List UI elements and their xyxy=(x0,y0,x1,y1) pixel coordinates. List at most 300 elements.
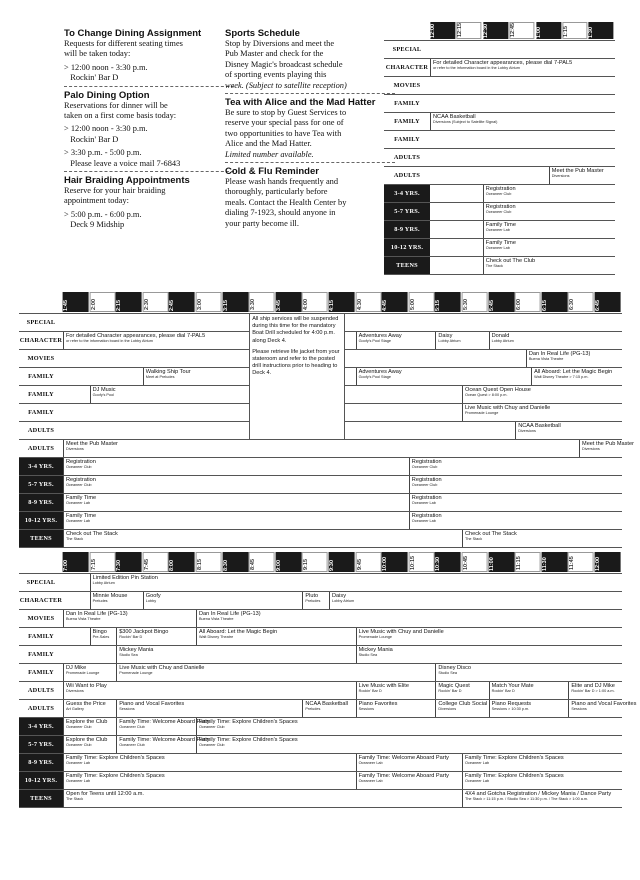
schedule-grid-afternoon-2 xyxy=(19,292,634,548)
event-location: Diversions xyxy=(518,429,536,434)
event-title: Explore the Club xyxy=(66,719,108,725)
event-title: Check out The Stack xyxy=(66,531,118,537)
time-header: 12:30 xyxy=(483,22,508,39)
event-location: Studio Sea xyxy=(119,653,138,658)
row-label: FAMILY xyxy=(394,136,420,143)
event-title: Live Music with Elite xyxy=(358,683,409,689)
schedule-event xyxy=(63,754,356,771)
event-location: The Stack > 11:15 p.m. / Studio Sea > 11:30 p.m. / The Stack > 1:00 a.m. xyxy=(465,797,589,802)
schedule-row xyxy=(19,592,622,610)
event-title: Bingo xyxy=(92,629,107,635)
event-location: Oceaneer Club xyxy=(199,743,225,748)
event-title: Check out The Stack xyxy=(465,531,517,537)
schedule-row xyxy=(19,682,622,700)
info-section-title: To Change Dining Assignment xyxy=(64,28,202,39)
event-title: Live Music with Chuy and Danielle xyxy=(119,665,205,671)
event-location: Oceaneer Lab xyxy=(66,519,91,524)
schedule-event xyxy=(63,718,116,735)
section-divider xyxy=(64,86,234,87)
event-title: Mickey Mania xyxy=(119,647,154,653)
event-title: Family Time xyxy=(485,222,516,228)
schedule-event xyxy=(435,332,488,349)
event-title: DJ Mike xyxy=(66,665,87,671)
time-header: 7:30 xyxy=(116,552,142,572)
row-label: ADULTS xyxy=(27,705,55,712)
schedule-event xyxy=(356,628,622,645)
schedule-event xyxy=(63,494,249,511)
event-location: Goofy's Pool Stage xyxy=(358,339,391,344)
schedule-event xyxy=(430,59,615,76)
event-location: Sessions xyxy=(358,707,375,712)
schedule-event xyxy=(462,772,622,789)
event-title: Registration xyxy=(485,204,516,210)
row-label: FAMILY xyxy=(28,373,54,380)
row-label: 3-4 YRS. xyxy=(384,185,430,202)
event-title: Ocean Quest Open House xyxy=(465,387,531,393)
info-line: of sporting events playing this xyxy=(225,70,327,80)
event-title: NCAA Basketball xyxy=(433,114,476,120)
schedule-event xyxy=(462,530,622,547)
schedule-event xyxy=(489,332,622,349)
schedule-row xyxy=(19,718,622,736)
event-location: Oceaneer Club xyxy=(66,465,92,470)
event-location: Sessions > 10:30 p.m. xyxy=(491,707,530,712)
info-line: Reserve for your hair braiding xyxy=(64,186,166,196)
event-location: Promenade Lounge xyxy=(119,671,153,676)
schedule-event xyxy=(483,239,615,256)
time-header: 4:00 xyxy=(302,292,328,312)
event-title: Family Time xyxy=(66,495,97,501)
info-line: Rockin' Bar D xyxy=(64,73,119,83)
event-title: Adventures Away xyxy=(358,369,402,375)
row-label: 8-9 YRS. xyxy=(19,494,63,511)
row-label: TEENS xyxy=(19,790,63,807)
event-title: Elite and DJ Mike xyxy=(571,683,615,689)
time-header: 8:30 xyxy=(223,552,249,572)
event-title: Limited Edition Pin Station xyxy=(92,575,158,581)
event-location: Oceaneer Club xyxy=(66,725,92,730)
time-header: 2:45 xyxy=(169,292,195,312)
event-location: Promenade Lounge xyxy=(465,411,499,416)
schedule-event xyxy=(568,682,621,699)
event-title: College Club Social xyxy=(438,701,488,707)
schedule-row xyxy=(19,736,622,754)
event-title: Explore the Club xyxy=(66,737,108,743)
event-title: Guess the Price xyxy=(66,701,106,707)
row-label: FAMILY xyxy=(394,100,420,107)
event-title: Disney Disco xyxy=(438,665,472,671)
row-label: MOVIES xyxy=(393,82,421,89)
schedule-event xyxy=(63,772,356,789)
event-location: or refer to the information board in the Lobby Atrium xyxy=(433,66,520,71)
schedule-row xyxy=(19,646,622,664)
info-section-title: Palo Dining Option xyxy=(64,89,150,101)
row-label: 3-4 YRS. xyxy=(19,718,63,735)
row-label: TEENS xyxy=(384,257,430,274)
grid-top-rule xyxy=(19,573,622,574)
row-label: 10-12 YRS. xyxy=(19,772,63,789)
row-label: 5-7 YRS. xyxy=(384,203,430,220)
row-label: 10-12 YRS. xyxy=(384,239,430,256)
event-title: Registration xyxy=(66,477,96,483)
time-header: 3:45 xyxy=(276,292,302,312)
event-location: Studio Sea xyxy=(438,671,457,676)
info-line: Requests for different seating times xyxy=(64,39,183,48)
time-header: 5:45 xyxy=(489,292,515,312)
event-title: Family Time xyxy=(66,513,97,519)
event-location: Oceaneer Lab xyxy=(66,779,91,784)
event-title: Daisy xyxy=(438,333,453,339)
event-title: $300 Jackpot Bingo xyxy=(119,629,169,635)
schedule-event xyxy=(483,203,615,220)
schedule-row xyxy=(384,149,615,167)
schedule-event xyxy=(356,772,462,789)
grid-top-rule xyxy=(384,40,615,41)
boat-drill-notice xyxy=(249,314,345,440)
event-title: Magic Quest xyxy=(438,683,470,689)
event-location: Oceaneer Club xyxy=(119,743,145,748)
row-label: CHARACTER xyxy=(385,64,429,71)
time-header: 9:15 xyxy=(302,552,328,572)
time-header: 4:30 xyxy=(356,292,382,312)
schedule-event xyxy=(409,476,622,493)
row-label: SPECIAL xyxy=(26,319,56,326)
event-title: Family Time: Welcome Aboard Party xyxy=(119,737,210,743)
schedule-event xyxy=(90,592,143,609)
schedule-event xyxy=(196,610,356,627)
time-header: 11:00 xyxy=(489,552,515,572)
event-title: Meet the Pub Master xyxy=(582,441,634,447)
schedule-event xyxy=(63,610,196,627)
row-label: CHARACTER xyxy=(19,597,63,604)
schedule-event xyxy=(63,664,116,681)
info-line: Please leave a voice mail 7-6843 xyxy=(64,158,181,168)
schedule-row xyxy=(384,185,615,203)
time-header: 5:15 xyxy=(435,292,461,312)
row-label: ADULTS xyxy=(27,687,55,694)
time-header: 10:30 xyxy=(435,552,461,572)
event-title: Family Time: Explore Children's Spaces xyxy=(66,773,165,779)
schedule-event xyxy=(196,736,622,753)
event-title: Family Time: Explore Children's Spaces xyxy=(66,755,165,761)
schedule-event xyxy=(63,332,249,349)
time-header: 6:00 xyxy=(515,292,541,312)
info-line: thoroughly, particularly before xyxy=(225,187,328,197)
event-location: Oceaneer Club xyxy=(66,743,92,748)
info-line: > 12:00 noon - 3:30 p.m. xyxy=(64,62,148,72)
info-line: your party become ill. xyxy=(225,218,299,228)
schedule-event xyxy=(329,592,356,609)
schedule-event xyxy=(143,592,170,609)
schedule-row xyxy=(19,512,622,530)
time-header: 6:15 xyxy=(542,292,568,312)
event-location: Oceaneer Lab xyxy=(485,246,510,251)
time-header: 7:15 xyxy=(90,552,116,572)
event-location: Oceaneer Lab xyxy=(66,501,91,506)
row-label: 10-12 YRS. xyxy=(19,512,63,529)
event-title: Registration xyxy=(485,186,516,192)
schedule-event xyxy=(462,790,622,807)
section-divider xyxy=(225,162,395,163)
event-title: Registration xyxy=(66,459,96,465)
schedule-event xyxy=(63,512,249,529)
time-header: 1:00 xyxy=(536,22,561,39)
event-location: Preludes xyxy=(305,599,321,604)
schedule-event xyxy=(356,368,489,385)
event-title: Registration xyxy=(411,477,442,483)
event-location: Buena Vista Theatre xyxy=(199,617,234,622)
event-title: Registration xyxy=(411,513,442,519)
schedule-row xyxy=(384,59,615,77)
time-header: 8:15 xyxy=(196,552,222,572)
event-location: Rockin' Bar D xyxy=(358,689,382,694)
event-title: All Aboard: Let the Magic Begin xyxy=(534,369,613,375)
event-title: Meet the Pub Master xyxy=(66,441,118,447)
event-title: Donald xyxy=(491,333,510,339)
event-title: Piano and Vocal Favorites xyxy=(571,701,637,707)
schedule-row xyxy=(384,77,615,95)
event-location: Rockin' Bar D > 1:00 a.m. xyxy=(571,689,615,694)
time-header: 3:30 xyxy=(249,292,275,312)
event-title: Adventures Away xyxy=(358,333,402,339)
event-location: Goofy's Pool xyxy=(92,393,115,398)
event-location: Sessions xyxy=(571,707,587,712)
event-location: Ocean Quest > 8:00 p.m. xyxy=(465,393,508,398)
event-location: Lobby Atrium xyxy=(332,599,355,604)
row-label: 5-7 YRS. xyxy=(19,476,63,493)
schedule-row xyxy=(19,494,622,512)
schedule-event xyxy=(489,682,569,699)
schedule-event xyxy=(63,458,249,475)
event-title: All Aboard: Let the Magic Begin xyxy=(199,629,278,635)
event-title: Check out The Club xyxy=(485,258,536,264)
event-location: Oceaneer Club xyxy=(411,465,438,470)
info-line: appointment today: xyxy=(64,196,129,206)
event-title: DJ Music xyxy=(92,387,116,393)
event-location: Buena Vista Theatre xyxy=(528,357,564,362)
event-location: Diversions (Subject to Satellite Signal) xyxy=(433,120,498,125)
info-line: Alice and the Mad Hatter. xyxy=(225,139,312,149)
event-location: Preludes xyxy=(305,707,321,712)
time-header: 6:45 xyxy=(595,292,621,312)
schedule-row xyxy=(19,754,622,772)
event-location: Pre-Sales xyxy=(92,635,110,640)
event-location: Preludes xyxy=(92,599,108,604)
schedule-event xyxy=(435,664,621,681)
event-location: Walt Disney Theatre > 7:15 p.m. xyxy=(534,375,589,380)
event-title: NCAA Basketball xyxy=(305,701,348,707)
schedule-event xyxy=(435,682,488,699)
info-line: > 5:00 p.m. - 6:00 p.m. xyxy=(64,209,142,219)
time-header: 6:30 xyxy=(568,292,594,312)
schedule-event xyxy=(356,332,436,349)
row-label: 8-9 YRS. xyxy=(384,221,430,238)
row-label: ADULTS xyxy=(27,427,55,434)
event-location: Oceaneer Club xyxy=(119,725,145,730)
schedule-row xyxy=(19,530,622,548)
schedule-row xyxy=(384,203,615,221)
schedule-event xyxy=(531,368,621,385)
row-label: CHARACTER xyxy=(19,337,63,344)
info-line: Pub Master and check for the xyxy=(225,49,324,59)
time-header: 12:15 xyxy=(456,22,481,39)
schedule-event xyxy=(116,718,210,735)
schedule-row xyxy=(384,113,615,131)
event-location: Meet at Preludes xyxy=(145,375,175,380)
event-title: For detailed Character appearances, please dial 7-PAL5 xyxy=(433,60,573,66)
event-location: Promenade Lounge xyxy=(66,671,100,676)
time-header: 10:45 xyxy=(462,552,488,572)
event-location: or refer to the information board in the Lobby Atrium xyxy=(66,339,153,344)
event-title: Registration xyxy=(411,495,442,501)
row-label: ADULTS xyxy=(393,154,421,161)
time-header: 1:30 xyxy=(588,22,613,39)
event-title: Family Time xyxy=(485,240,516,246)
row-label: MOVIES xyxy=(27,355,55,362)
schedule-grid-evening xyxy=(19,552,637,808)
event-title: For detailed Character appearances, please dial 7-PAL5 xyxy=(66,333,206,339)
event-location: Studio Sea xyxy=(358,653,378,658)
event-title: Walking Ship Tour xyxy=(145,369,191,375)
event-location: Art Gallery xyxy=(66,707,84,712)
schedule-event xyxy=(483,257,615,274)
info-section-title: Tea with Alice and the Mad Hatter xyxy=(225,97,376,109)
schedule-event xyxy=(356,646,622,663)
event-location: Oceaneer Lab xyxy=(411,501,436,506)
info-line: two opportunities to have Tea with xyxy=(225,128,342,138)
schedule-row xyxy=(19,574,622,592)
event-location: Diversions xyxy=(438,707,457,712)
schedule-event xyxy=(116,736,210,753)
event-location: Diversions xyxy=(66,689,84,694)
info-column-left xyxy=(64,28,224,231)
row-label: FAMILY xyxy=(28,409,54,416)
row-label: FAMILY xyxy=(394,118,420,125)
schedule-event xyxy=(409,458,622,475)
schedule-grid-afternoon-1 xyxy=(384,22,615,275)
time-header: 11:45 xyxy=(568,552,594,572)
schedule-event xyxy=(483,185,615,202)
section-divider xyxy=(225,93,395,94)
event-title: Goofy xyxy=(145,593,161,599)
event-location: Oceaneer Club xyxy=(485,210,512,215)
event-title: Live Music with Chuy and Danielle xyxy=(465,405,551,411)
info-section-title: Sports Schedule xyxy=(225,28,300,39)
event-location: Oceaneer Club xyxy=(66,483,92,488)
info-section-title: Hair Braiding Appointments xyxy=(64,175,190,187)
event-location: Lobby Atrium xyxy=(491,339,514,344)
event-location: The Stack xyxy=(66,537,84,542)
row-label: ADULTS xyxy=(27,445,55,452)
time-header: 5:30 xyxy=(462,292,488,312)
schedule-event xyxy=(430,113,615,130)
info-line: Disney Magic's broadcast schedule xyxy=(225,59,343,69)
time-header: 4:45 xyxy=(382,292,408,312)
schedule-event xyxy=(63,476,249,493)
row-label: FAMILY xyxy=(28,669,54,676)
schedule-event xyxy=(90,574,170,591)
schedule-event xyxy=(63,682,356,699)
schedule-event xyxy=(409,494,622,511)
info-line: week. (Subject to satellite reception) xyxy=(225,80,347,90)
schedule-event xyxy=(579,440,634,457)
schedule-event xyxy=(302,700,355,717)
time-header: 12:00 xyxy=(595,552,621,572)
event-title: Family Time: Explore Children's Spaces xyxy=(199,737,298,743)
schedule-event xyxy=(302,592,329,609)
event-title: Family Time: Welcome Aboard Party xyxy=(358,755,449,761)
time-header: 1:15 xyxy=(562,22,587,39)
schedule-event xyxy=(196,718,622,735)
schedule-row xyxy=(384,41,615,59)
event-location: Diversions xyxy=(66,447,84,452)
info-line: Please wash hands frequently and xyxy=(225,177,339,187)
event-title: Family Time: Welcome Aboard Party xyxy=(358,773,449,779)
schedule-event xyxy=(356,754,462,771)
notice-paragraph: All ship services will be suspended during this time for the mandatory Boat Drill scheduled for 4:00 p.m. along Deck 4. xyxy=(252,316,339,344)
schedule-event xyxy=(90,628,117,645)
schedule-event xyxy=(356,700,436,717)
schedule-event xyxy=(116,646,355,663)
info-line: > 3:30 p.m. - 5:00 p.m. xyxy=(64,148,142,158)
event-location: Sessions xyxy=(119,707,135,712)
time-header: 7:00 xyxy=(63,552,89,572)
event-location: Oceaneer Lab xyxy=(465,761,490,766)
event-title: Dan In Real Life (PG-13) xyxy=(199,611,261,617)
event-title: Family Time: Explore Children's Spaces xyxy=(465,755,564,761)
schedule-event xyxy=(116,664,435,681)
event-location: The Stack xyxy=(465,537,483,542)
event-location: The Stack xyxy=(66,797,84,802)
event-title: Minnie Mouse xyxy=(92,593,128,599)
event-title: Dan In Real Life (PG-13) xyxy=(66,611,128,617)
info-line: will be taken today: xyxy=(64,49,131,59)
row-label: FAMILY xyxy=(28,391,54,398)
info-line: dialing 7-1923, should anyone in xyxy=(225,208,336,218)
event-title: Pluto xyxy=(305,593,319,599)
time-header: 10:15 xyxy=(409,552,435,572)
time-header: 7:45 xyxy=(143,552,169,572)
section-divider xyxy=(64,171,234,172)
time-header: 12:00 xyxy=(430,22,455,39)
schedule-event xyxy=(549,167,615,184)
event-location: Rockin' Bar D xyxy=(491,689,515,694)
time-header: 2:30 xyxy=(143,292,169,312)
schedule-row xyxy=(19,700,637,718)
event-title: Family Time: Explore Children's Spaces xyxy=(199,719,298,725)
schedule-event xyxy=(568,700,637,717)
notice-paragraph: Please retrieve life jacket from your stateroom and refer to the posted drill instructions prior to heading to Deck 4. xyxy=(252,348,340,377)
schedule-event xyxy=(515,422,621,439)
event-title: Mickey Mania xyxy=(358,647,393,653)
schedule-event xyxy=(462,754,622,771)
schedule-row xyxy=(19,772,622,790)
schedule-row xyxy=(19,610,622,628)
info-line: reserve your special pass for one of xyxy=(225,118,344,128)
row-label: ADULTS xyxy=(393,172,421,179)
event-location: Lobby Atrium xyxy=(92,581,115,586)
schedule-row xyxy=(19,458,622,476)
event-title: Dan In Real Life (PG-13) xyxy=(528,351,591,357)
time-header: 4:15 xyxy=(329,292,355,312)
schedule-row xyxy=(19,440,634,458)
info-section-title: Cold & Flu Reminder xyxy=(225,166,319,178)
schedule-event xyxy=(462,386,622,403)
event-title: Daisy xyxy=(332,593,346,599)
event-title: Family Time: Explore Children's Spaces xyxy=(465,773,564,779)
time-header: 5:00 xyxy=(409,292,435,312)
event-title: Match Your Mate xyxy=(491,683,534,689)
